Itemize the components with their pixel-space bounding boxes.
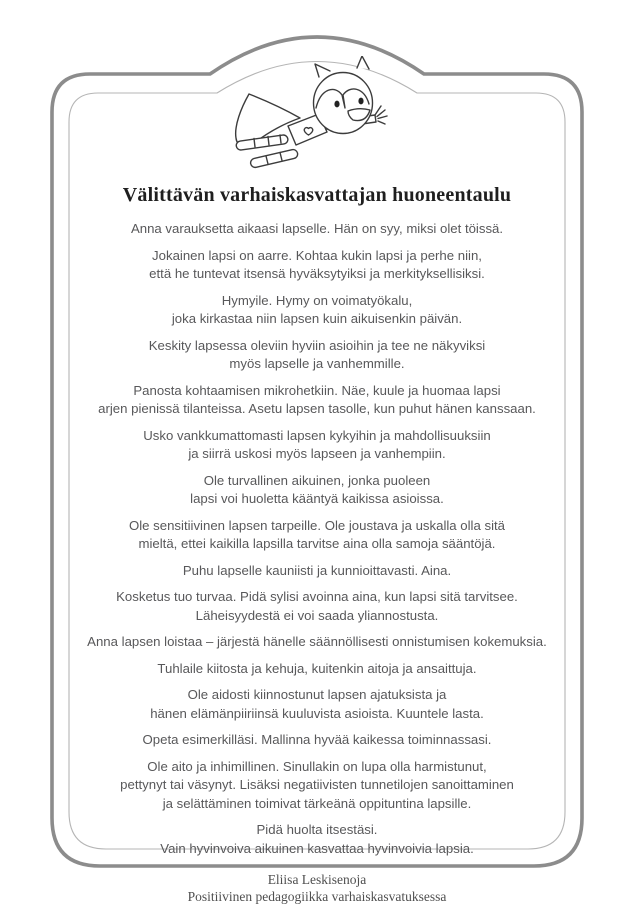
hand-fingers bbox=[375, 106, 387, 124]
precept-paragraph bbox=[72, 247, 562, 284]
precept-paragraph bbox=[72, 517, 562, 554]
precept-line: Opeta esimerkilläsi. Mallinna hyvää kaikessa toiminnassasi. bbox=[142, 732, 492, 747]
precept-line: että he tuntevat itsensä hyväksytyiksi ja merkityksellisiksi. bbox=[149, 266, 485, 281]
precept-line: mieltä, ettei kaikilla lapsilla tarvitse aina olla samoja sääntöjä. bbox=[138, 536, 496, 551]
precept-paragraph bbox=[72, 758, 562, 814]
precept-paragraph bbox=[72, 337, 562, 374]
precept-paragraph bbox=[72, 562, 562, 581]
precept-paragraph bbox=[72, 427, 562, 464]
footer-author: Eliisa Leskisenoja bbox=[267, 872, 367, 887]
cape-shape bbox=[236, 94, 300, 147]
precept-line: Vain hyvinvoiva aikuinen kasvattaa hyvinvoivia lapsia. bbox=[160, 840, 474, 856]
precept-line: myös lapselle ja vanhemmille. bbox=[229, 356, 405, 371]
precept-line: Puhu lapselle kauniisti ja kunnioittavasti. Aina. bbox=[182, 562, 452, 578]
superhero-illustration bbox=[222, 56, 402, 184]
mask-ear-right bbox=[357, 56, 369, 69]
precept-line: Keskity lapsessa oleviin hyviin asioihin ja tee ne näkyviksi bbox=[148, 337, 486, 353]
precept-paragraph bbox=[72, 382, 562, 419]
precept-line: Ole sensitiivinen lapsen tarpeille. Ole joustava ja uskalla olla sitä bbox=[128, 517, 506, 533]
precept-paragraph bbox=[72, 686, 562, 723]
precept-line: Kosketus tuo turvaa. Pidä sylisi avoinna aina, kun lapsi sitä tarvitsee. bbox=[116, 589, 518, 604]
precept-line: Ole turvallinen aikuinen, jonka puoleen bbox=[203, 472, 431, 488]
precept-line: Läheisyydestä ei voi saada yliannostusta. bbox=[195, 607, 439, 623]
precepts bbox=[72, 220, 562, 866]
head-shape bbox=[314, 73, 373, 134]
precept-paragraph bbox=[72, 731, 562, 750]
precept-line: ja selättäminen toimivat tärkeänä oppituntina lapsille. bbox=[162, 795, 472, 811]
precept-line: Panosta kohtaamisen mikrohetkiin. Näe, kuule ja huomaa lapsi bbox=[133, 382, 501, 398]
precept-line: Anna lapsen loistaa – järjestä hänelle säännöllisesti onnistumisen kokemuksia. bbox=[87, 634, 547, 649]
mask-edge bbox=[316, 89, 369, 108]
footer bbox=[0, 872, 634, 905]
precept-line: pettynyt tai väsynyt. Lisäksi negatiivisten tunnetilojen sanoittaminen bbox=[120, 777, 514, 792]
chest-heart bbox=[304, 128, 312, 135]
page-title: Välittävän varhaiskasvattajan huoneentaulu bbox=[122, 184, 512, 206]
precept-paragraph bbox=[72, 292, 562, 329]
eye-right bbox=[358, 98, 363, 105]
precept-line: hänen elämänpiiriinsä kuuluvista asioista. Kuuntele lasta. bbox=[150, 705, 484, 721]
precept-line: Tuhlaile kiitosta ja kehuja, kuitenkin aitoja ja ansaittuja. bbox=[157, 660, 477, 676]
legs-shape bbox=[236, 134, 299, 168]
precept-line: joka kirkastaa niin lapsen kuin aikuisenkin päivän. bbox=[171, 311, 463, 326]
precept-paragraph bbox=[72, 633, 562, 652]
precept-line: ja siirrä uskosi myös lapseen ja vanhempiin. bbox=[188, 446, 446, 461]
precept-paragraph bbox=[72, 660, 562, 679]
precept-line: Hymyile. Hymy on voimatyökalu, bbox=[221, 292, 413, 308]
precept-line: Usko vankkumattomasti lapsen kykyihin ja mahdollisuuksiin bbox=[143, 427, 491, 443]
precept-line: Ole aito ja inhimillinen. Sinullakin on lupa olla harmistunut, bbox=[147, 758, 487, 774]
precept-line: Jokainen lapsi on aarre. Kohtaa kukin lapsi ja perhe niin, bbox=[152, 247, 482, 263]
precept-line: lapsi voi huoletta kääntyä kaikissa asioissa. bbox=[190, 491, 444, 506]
arm-shape bbox=[324, 115, 376, 129]
torso-shape bbox=[288, 114, 327, 145]
mask-ear-left bbox=[315, 64, 330, 77]
precept-line: Pidä huolta itsestäsi. bbox=[256, 822, 378, 837]
eye-left bbox=[334, 101, 339, 108]
precept-paragraph bbox=[72, 472, 562, 509]
footer-book-title: Positiivinen pedagogiikka varhaiskasvatuksessa bbox=[187, 888, 447, 904]
precept-paragraph bbox=[72, 588, 562, 625]
mouth-smile bbox=[348, 109, 370, 121]
precept-line: arjen pienissä tilanteissa. Asetu lapsen tasolle, kun puhut hänen kanssaan. bbox=[98, 401, 536, 416]
precept-line: Ole aidosti kiinnostunut lapsen ajatuksista ja bbox=[187, 687, 447, 702]
precept-paragraph bbox=[72, 220, 562, 239]
precept-line: Anna varauksetta aikaasi lapselle. Hän on syy, miksi olet töissä. bbox=[130, 221, 504, 236]
precept-paragraph bbox=[72, 821, 562, 858]
